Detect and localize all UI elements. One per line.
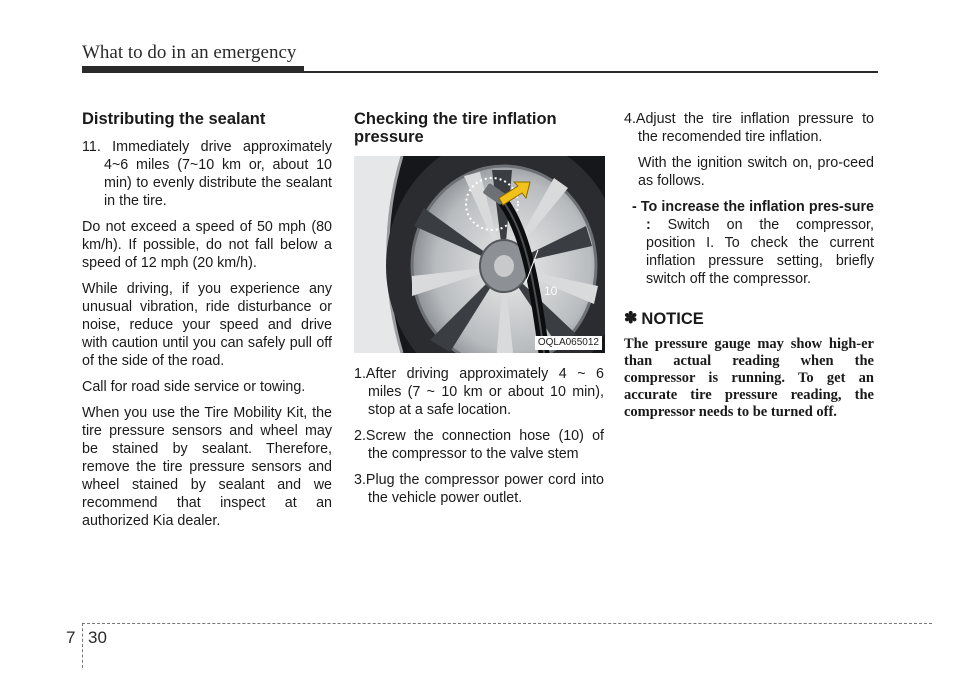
increase-pressure-text: Switch on the compressor, position I. To check the current inflation pressure setting, briefly switch off the compressor.: [646, 217, 874, 287]
step-2: 2.Screw the connection hose (10) of the compressor to the valve stem: [354, 428, 604, 462]
footer-divider: [82, 623, 83, 668]
section-title: What to do in an emergency: [82, 42, 297, 63]
left-column: [82, 110, 332, 538]
paragraph-tire-mobility-kit: When you use the Tire Mobility Kit, the tire pressure sensors and wheel may be stained by sealant. Therefore, remove the tire pressure sensors and wheel stained by sealant and we recommend that inspect at an authorized Kia dealer.: [82, 405, 332, 529]
page-number: 30: [88, 628, 107, 647]
notice-label: NOTICE: [641, 310, 704, 328]
paragraph-vibration: While driving, if you experience any unusual vibration, ride disturbance or noise, reduce your speed and drive with caution until you can safely pull off of the side of the road.: [82, 281, 332, 369]
notice-text: The pressure gauge may show high-er than actual reading when the compressor is running. To get an accurate tire pressure reading, the compressor needs to be turned off.: [624, 336, 874, 420]
heading-distributing-sealant: Distributing the sealant: [82, 110, 266, 128]
middle-column: [354, 110, 604, 515]
notice-heading: [624, 310, 874, 328]
step-4-instruction: With the ignition switch on, pro-ceed as follows.: [638, 155, 874, 189]
step-11: 11. Immediately drive approximately 4~6 miles (7~10 km or, about 10 min) to evenly distribute the sealant in the tire.: [82, 139, 332, 209]
step-1: 1.After driving approximately 4 ~ 6 miles (7 ~ 10 km or about 10 min), stop at a safe location.: [354, 366, 604, 418]
increase-pressure-label: - To increase the inflation pres-sure :: [632, 199, 874, 233]
chapter-number: 7: [66, 628, 76, 647]
figure-code-label: OQLA065012: [535, 336, 602, 350]
callout-number: 10: [544, 284, 558, 298]
heading-check-inflation: Checking the tire inflation pressure: [354, 110, 557, 146]
increase-pressure-instruction: [624, 198, 874, 288]
paragraph-roadside-service: Call for road side service or towing.: [82, 379, 306, 395]
footer-rule: [82, 623, 932, 624]
asterisk-icon: ✽: [624, 310, 638, 327]
paragraph-speed-limit: Do not exceed a speed of 50 mph (80 km/h). If possible, do not fall below a speed of 12 mph (20 km/h).: [82, 219, 332, 271]
step-4: 4.Adjust the tire inflation pressure to the recomended tire inflation.: [624, 111, 874, 145]
tire-compressor-illustration: [354, 156, 605, 353]
step-3: 3.Plug the compressor power cord into the vehicle power outlet.: [354, 472, 604, 506]
wheel-illustration: [354, 156, 605, 353]
right-column: [624, 110, 874, 421]
header-rule: [82, 71, 878, 73]
